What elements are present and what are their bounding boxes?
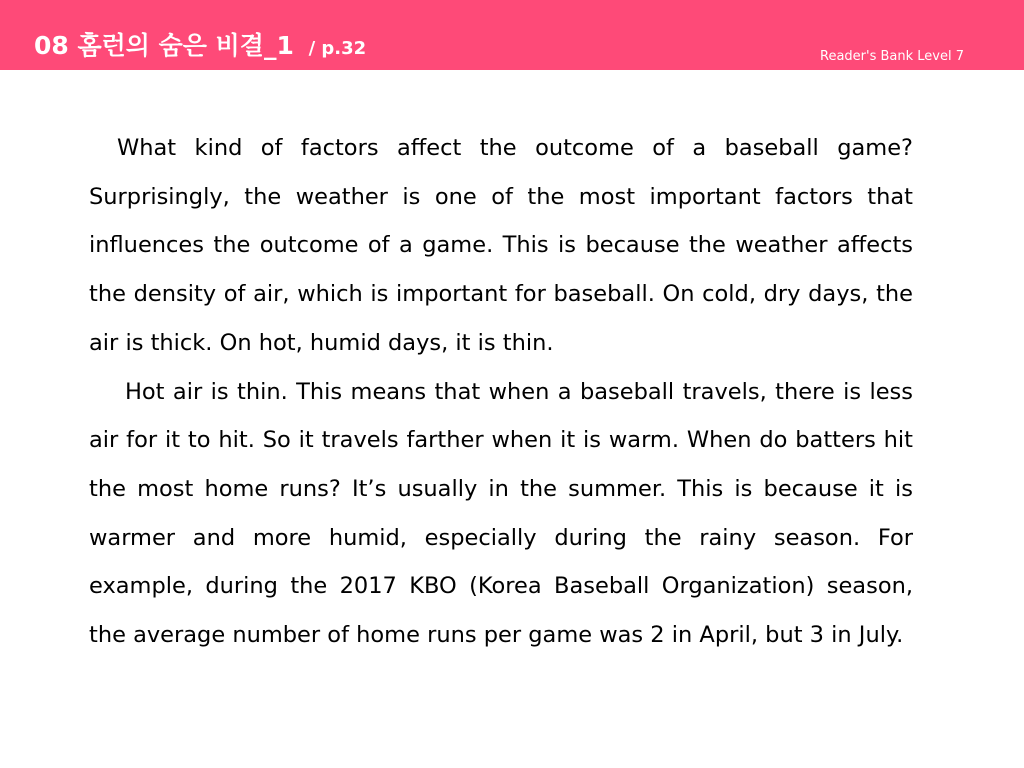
page-reference: / p.32: [308, 38, 367, 59]
lesson-title: 08 홈런의 숨은 비결_1: [34, 31, 294, 60]
passage-paragraph-2: Hot air is thin. This means that when a baseball travels, there is less air for it to hit. So it travels farther when it is warm. When do batters hit the most home runs? It’s usually in the summer. This is because it is warmer and more humid, especially during the rainy season. For example, during the 2017 KBO (Korea Baseball Organization) season, the average number of home runs per game was 2 in April, but 3 in July.: [89, 378, 913, 649]
header-bar: [0, 0, 1024, 70]
page-title: [34, 28, 366, 67]
passage-paragraph-1: What kind of factors affect the outcome of a baseball game? Surprisingly, the weather is one of the most important factors that influences the outcome of a game. This is because the weather affects the density of air, which is important for baseball. On cold, dry days, the air is thick. On hot, humid days, it is thin.: [89, 135, 913, 356]
reading-passage: [89, 124, 913, 660]
book-brand: Reader's Bank Level 7: [820, 49, 964, 64]
